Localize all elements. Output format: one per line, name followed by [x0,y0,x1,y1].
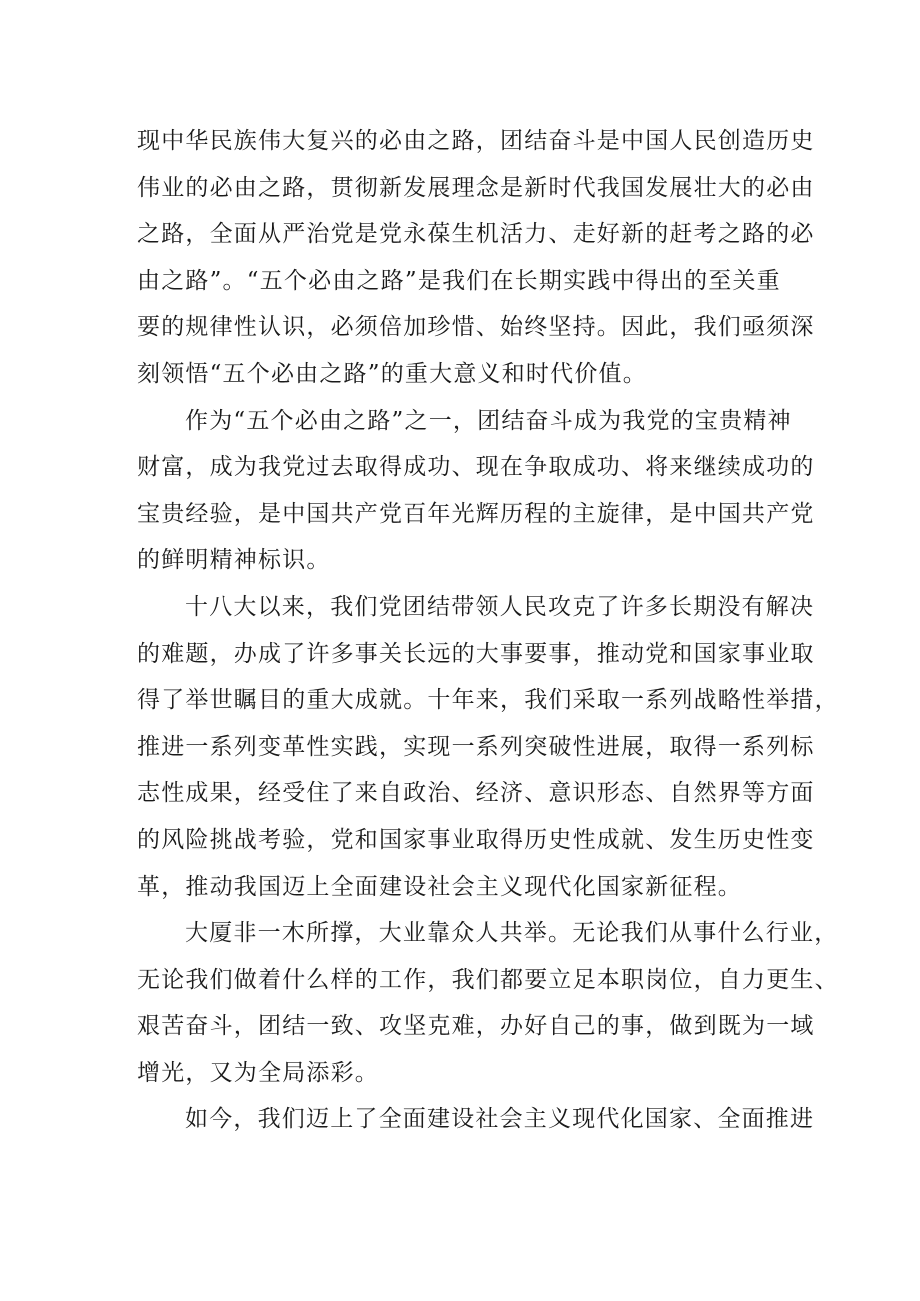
text-line: 得了举世瞩目的重大成就。十年来，我们采取一系列战略性举措， [137,687,839,714]
text-line: 的风险挑战考验，党和国家事业取得历史性成就、发生历史性变 [137,826,815,853]
text-line: 伟业的必由之路，贯彻新发展理念是新时代我国发展壮大的必由 [137,174,815,201]
text-line: 增光，又为全局添彩。 [137,1059,379,1086]
document-body [137,118,839,1143]
text-line: 推进一系列变革性实践，实现一系列突破性进展，取得一系列标 [137,733,815,760]
text-line: 无论我们做着什么样的工作，我们都要立足本职岗位，自力更生、 [137,966,839,993]
text-line: 如今，我们迈上了全面建设社会主义现代化国家、全面推进 [185,1106,815,1133]
text-line: 作为“五个必由之路”之一，团结奋斗成为我党的宝贵精神 [185,407,792,434]
text-line: 十八大以来，我们党团结带领人民攻克了许多长期没有解决 [185,593,815,620]
paragraph-1 [137,118,815,398]
text-line: 之路，全面从严治党是党永葆生机活力、走好新的赶考之路的必 [137,221,815,248]
text-line: 革，推动我国迈上全面建设社会主义现代化国家新征程。 [137,873,742,900]
text-line: 志性成果，经受住了来自政治、经济、意识形态、自然界等方面 [137,780,815,807]
paragraph-2 [137,398,815,584]
text-line: 现中华民族伟大复兴的必由之路，团结奋斗是中国人民创造历史 [137,128,815,154]
text-line: 宝贵经验，是中国共产党百年光辉历程的主旋律，是中国共产党 [137,500,815,527]
text-line: 的难题，办成了许多事关长远的大事要事，推动党和国家事业取 [137,640,815,667]
text-line: 的鲜明精神标识。 [137,547,331,574]
text-line: 大厦非一木所撑，大业靠众人共举。无论我们从事什么行业， [185,920,839,947]
text-line: 刻领悟“五个必由之路”的重大意义和时代价值。 [137,360,647,387]
paragraph-4 [137,910,839,1096]
text-line: 要的规律性认识，必须倍加珍惜、始终坚持。因此，我们亟须深 [137,314,815,341]
text-line: 由之路”。“五个必由之路”是我们在长期实践中得出的至关重 [137,267,781,294]
paragraph-3 [137,584,839,910]
text-line: 艰苦奋斗，团结一致、攻坚克难，办好自己的事，做到既为一域 [137,1013,815,1040]
paragraph-5 [137,1096,815,1143]
text-line: 财富，成为我党过去取得成功、现在争取成功、将来继续成功的 [137,454,815,481]
